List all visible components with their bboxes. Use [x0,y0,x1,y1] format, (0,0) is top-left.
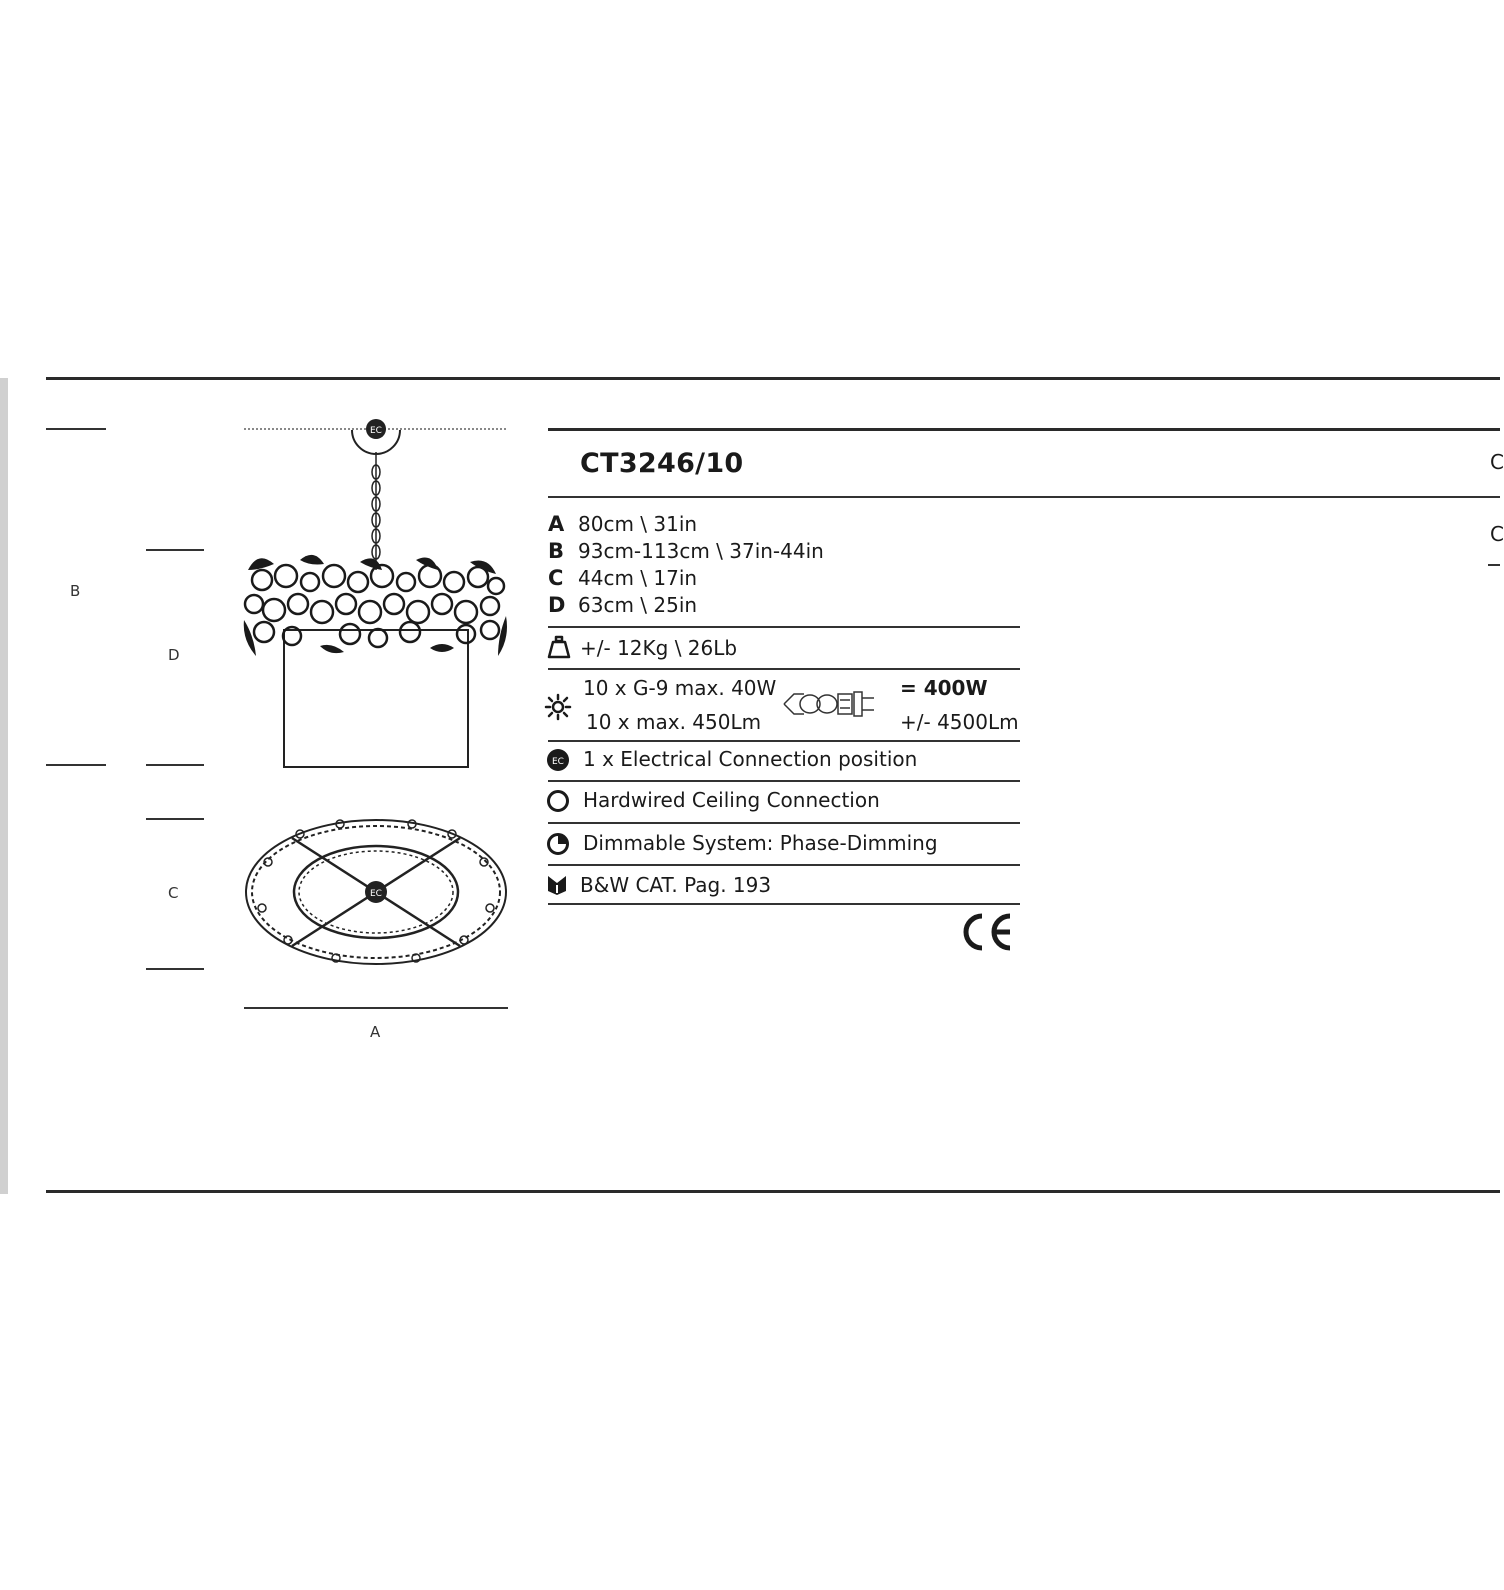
dimension-value: 80cm \ 31in [578,512,698,536]
dim-d-bottom-tick [146,764,204,766]
ce-mark [956,912,1014,952]
dimmable-icon [546,832,570,856]
dimension-letter: A [548,512,565,536]
svg-text:EC: EC [552,757,564,767]
next-column-fragment-2: C [1490,522,1504,546]
spec-header-top-rule [548,428,1500,431]
weight-icon [548,635,570,659]
spec-rule-catalog [548,903,1020,905]
dim-label-a: A [370,1023,381,1041]
svg-text:EC: EC [370,426,382,436]
section-top-rule [46,377,1500,380]
lamp-total-power: = 400W [900,676,988,700]
dimension-row-c [548,566,697,590]
dimension-value: 93cm-113cm \ 37in-44in [578,539,824,563]
chandelier-side-drawing [240,420,512,780]
dim-c-bottom-tick [146,968,204,970]
next-column-fragment-1: C [1490,450,1504,474]
dimension-letter: B [548,539,565,563]
dim-a-rule [244,1007,508,1009]
ring-icon [546,789,570,813]
sun-icon [545,694,571,720]
spec-rule-lamp [548,740,1020,742]
dim-label-d: D [168,646,180,664]
spec-rule-dimmable [548,864,1020,866]
svg-text:EC: EC [370,889,382,899]
spec-rule-dimensions [548,626,1020,628]
svg-text:CE: CE [956,912,958,913]
spec-rule-ec [548,780,1020,782]
chandelier-plan-drawing [240,812,512,972]
dimension-row-d [548,593,697,617]
lamp-lumens: 10 x max. 450Lm [586,710,762,734]
catalog-icon [546,873,568,897]
dimension-letter: D [548,593,566,617]
dim-b-bottom-tick [46,764,106,766]
dimension-value: 63cm \ 25in [578,593,698,617]
weight-value: +/- 12Kg \ 26Lb [580,636,738,660]
dimension-row-a [548,512,697,536]
feature-catalog-text: B&W CAT. Pag. 193 [580,873,772,897]
dim-b-top-tick [46,428,106,430]
lamp-total-lumens: +/- 4500Lm [900,710,1019,734]
feature-ec-text: 1 x Electrical Connection position [583,747,918,771]
dimension-value: 44cm \ 17in [578,566,698,590]
g9-bulb-icon [782,688,878,720]
dim-label-b: B [70,582,81,600]
spec-rule-weight [548,668,1020,670]
ec-icon [546,748,570,772]
dimension-row-b [548,539,824,563]
dim-c-top-tick [146,818,204,820]
dimension-letter: C [548,566,564,590]
left-edge-bar [0,378,8,1194]
spec-rule-hardwired [548,822,1020,824]
next-column-fragment-rule [1488,564,1500,566]
lamp-bulbs: 10 x G-9 max. 40W [583,676,777,700]
dim-d-top-tick [146,549,204,551]
feature-dimmable-text: Dimmable System: Phase-Dimming [583,831,938,855]
feature-hardwired-text: Hardwired Ceiling Connection [583,788,880,812]
spec-header-bottom-rule [548,496,1500,498]
dim-label-c: C [168,884,179,902]
section-bottom-rule [46,1190,1500,1193]
product-code: CT3246/10 [580,448,744,479]
